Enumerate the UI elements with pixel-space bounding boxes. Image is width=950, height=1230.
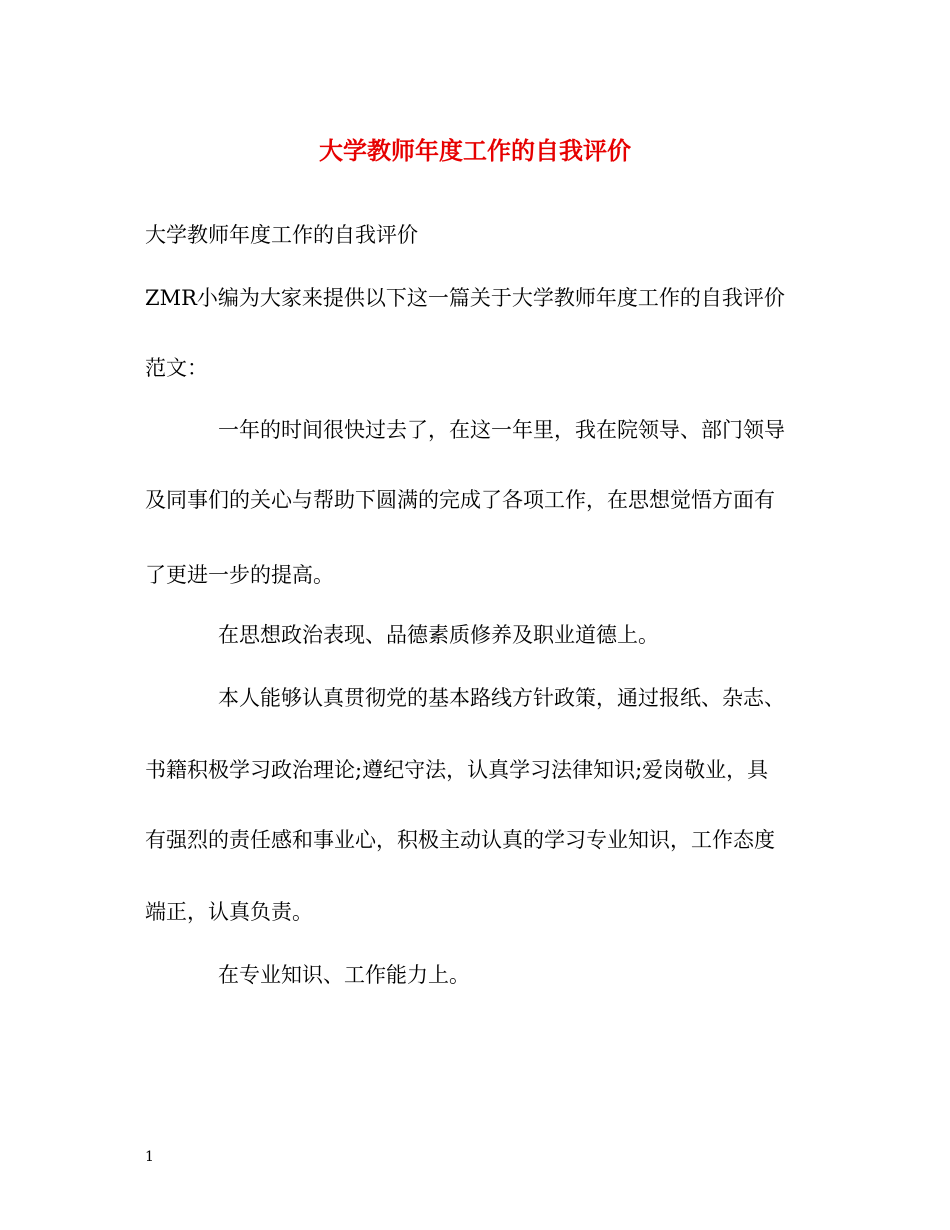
paragraph-2-line-1: 本人能够认真贯彻党的基本路线方针政策，通过报纸、杂志、: [218, 686, 785, 710]
section-heading-2: 在专业知识、工作能力上。: [218, 963, 470, 987]
paragraph-1-line-3: 了更进一步的提高。: [145, 563, 334, 587]
intro-line-2: 范文：: [145, 356, 208, 380]
paragraph-1-line-2: 及同事们的关心与帮助下圆满的完成了各项工作，在思想觉悟方面有: [145, 488, 775, 512]
paragraph-2-line-2: 书籍积极学习政治理论;遵纪守法，认真学习法律知识;爱岗敬业，具: [145, 758, 769, 782]
page-number: 1: [145, 1149, 154, 1165]
paragraph-2-line-3: 有强烈的责任感和事业心，积极主动认真的学习专业知识，工作态度: [145, 828, 775, 852]
intro-line: ZMR小编为大家来提供以下这一篇关于大学教师年度工作的自我评价: [145, 286, 785, 310]
section-heading-1: 在思想政治表现、品德素质修养及职业道德上。: [218, 623, 659, 647]
paragraph-2-line-4: 端正，认真负责。: [145, 900, 313, 924]
document-title: 大学教师年度工作的自我评价: [319, 136, 631, 165]
paragraph-1-line-1: 一年的时间很快过去了，在这一年里，我在院领导、部门领导: [218, 418, 785, 442]
subtitle-line: 大学教师年度工作的自我评价: [145, 223, 418, 247]
